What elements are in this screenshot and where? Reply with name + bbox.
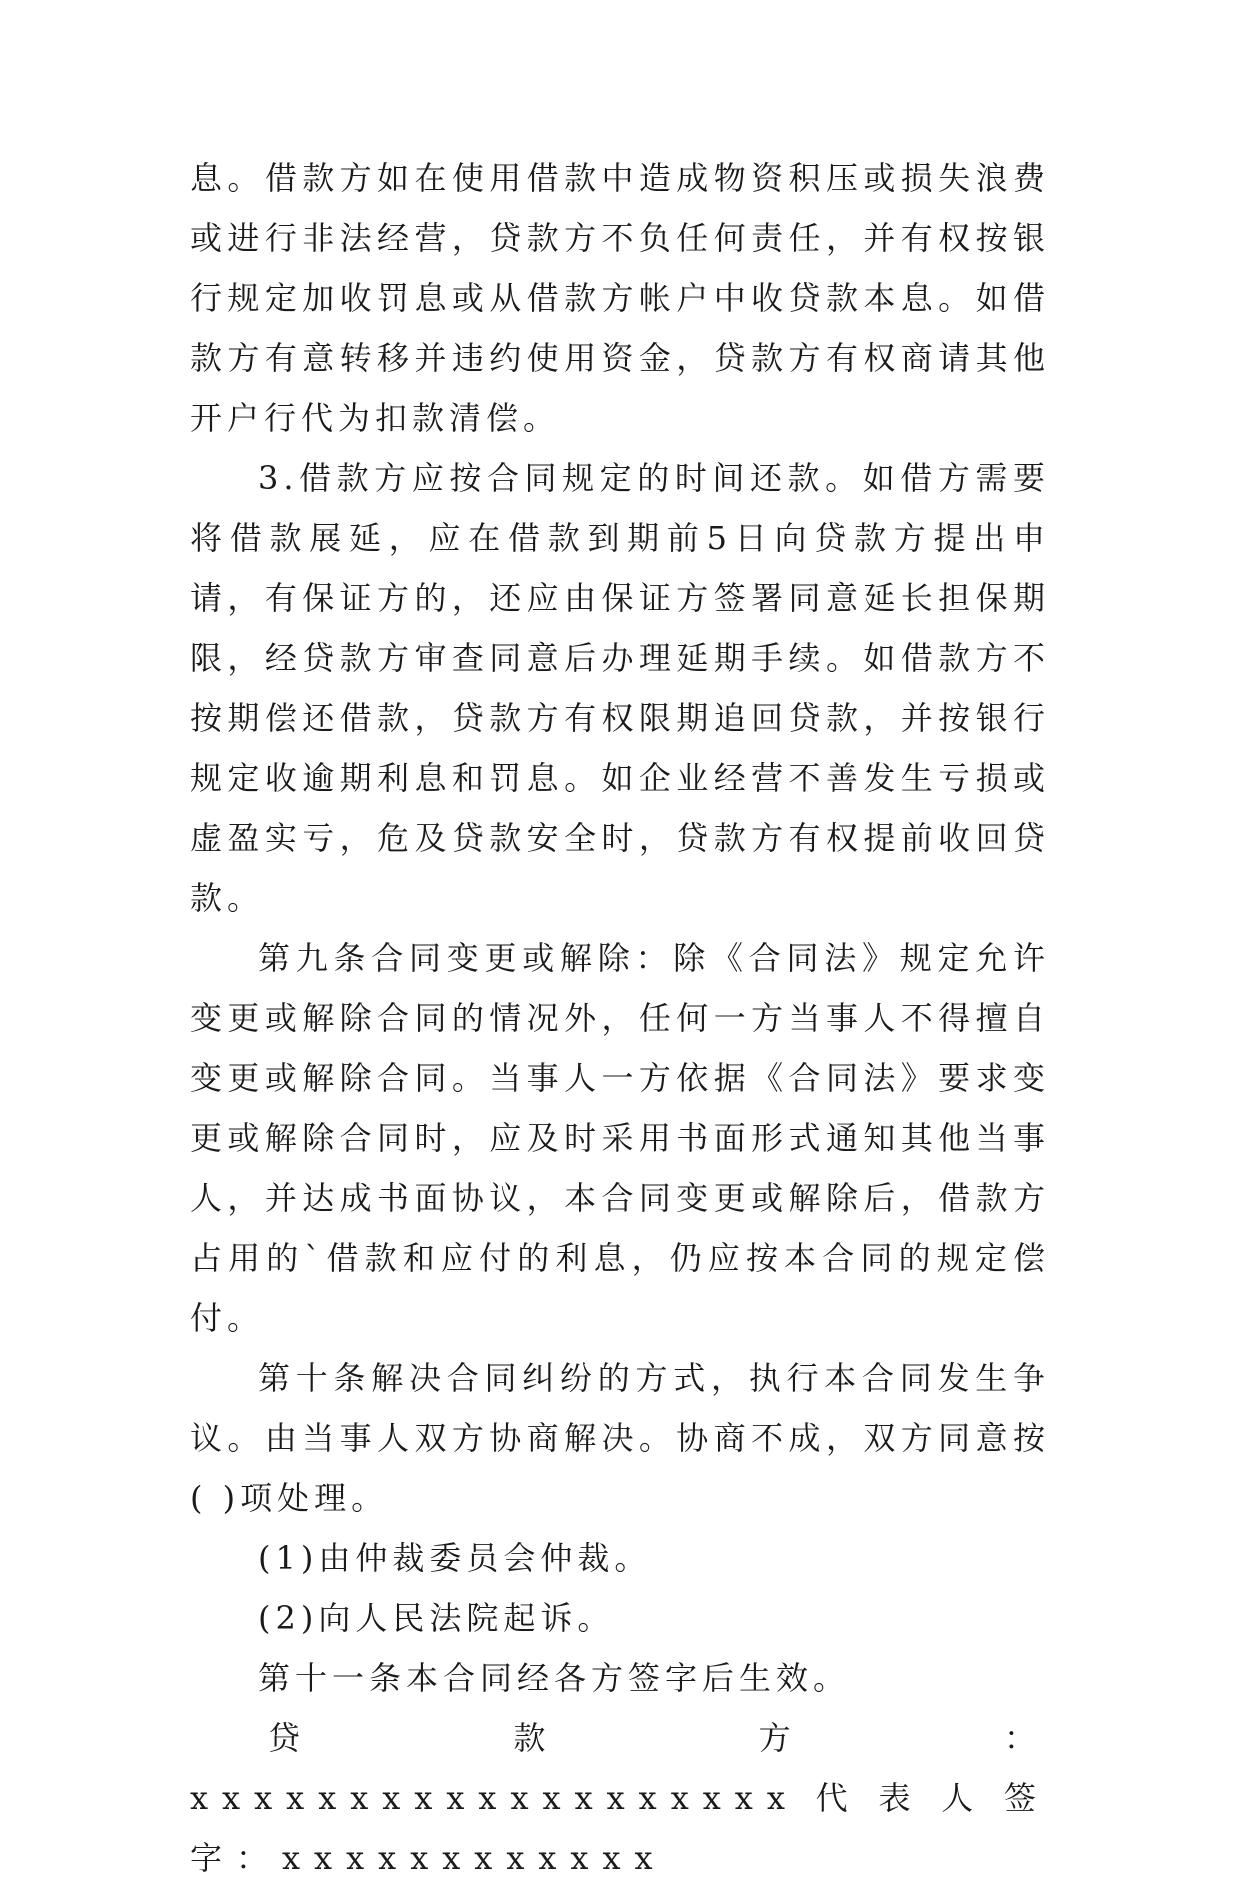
- signature-line: 贷款方：xxxxxxxxxxxxxxxxxxx代表人签字：xxxxxxxxxxxx: [190, 1719, 1050, 1877]
- paragraph-option-2: (2)向人民法院起诉。: [258, 1599, 615, 1637]
- paragraph-article-11: 第十一条本合同经各方签字后生效。: [258, 1659, 851, 1697]
- paragraph-option-1: (1)由仲裁委员会仲裁。: [258, 1539, 652, 1577]
- document-page: [190, 148, 1050, 1888]
- paragraph-continuation: 息。借款方如在使用借款中造成物资积压或损失浪费或进行非法经营，贷款方不负任何责任，并有权按银行规定加收罚息或从借款方帐户中收贷款本息。如借款方有意转移并违约使用资金，贷款方有权商请其他开户行代为扣款清偿。: [190, 159, 1050, 437]
- paragraph-repayment-clause: 3.借款方应按合同规定的时间还款。如借方需要将借款展延，应在借款到期前5日向贷款方提出申请，有保证方的，还应由保证方签署同意延长担保期限，经贷款方审查同意后办理延期手续。如借款方不按期偿还借款，贷款方有权限期追回贷款，并按银行规定收逾期利息和罚息。如企业经营不善发生亏损或虚盈实亏，危及贷款安全时，贷款方有权提前收回贷款。: [190, 459, 1050, 917]
- paragraph-article-9: 第九条合同变更或解除：除《合同法》规定允许变更或解除合同的情况外，任何一方当事人不得擅自变更或解除合同。当事人一方依据《合同法》要求变更或解除合同时，应及时采用书面形式通知其他当事人，并达成书面协议，本合同变更或解除后，借款方占用的`借款和应付的利息，仍应按本合同的规定偿付。: [190, 939, 1050, 1337]
- paragraph-article-10: 第十条解决合同纠纷的方式，执行本合同发生争议。由当事人双方协商解决。协商不成，双方同意按( )项处理。: [190, 1359, 1050, 1517]
